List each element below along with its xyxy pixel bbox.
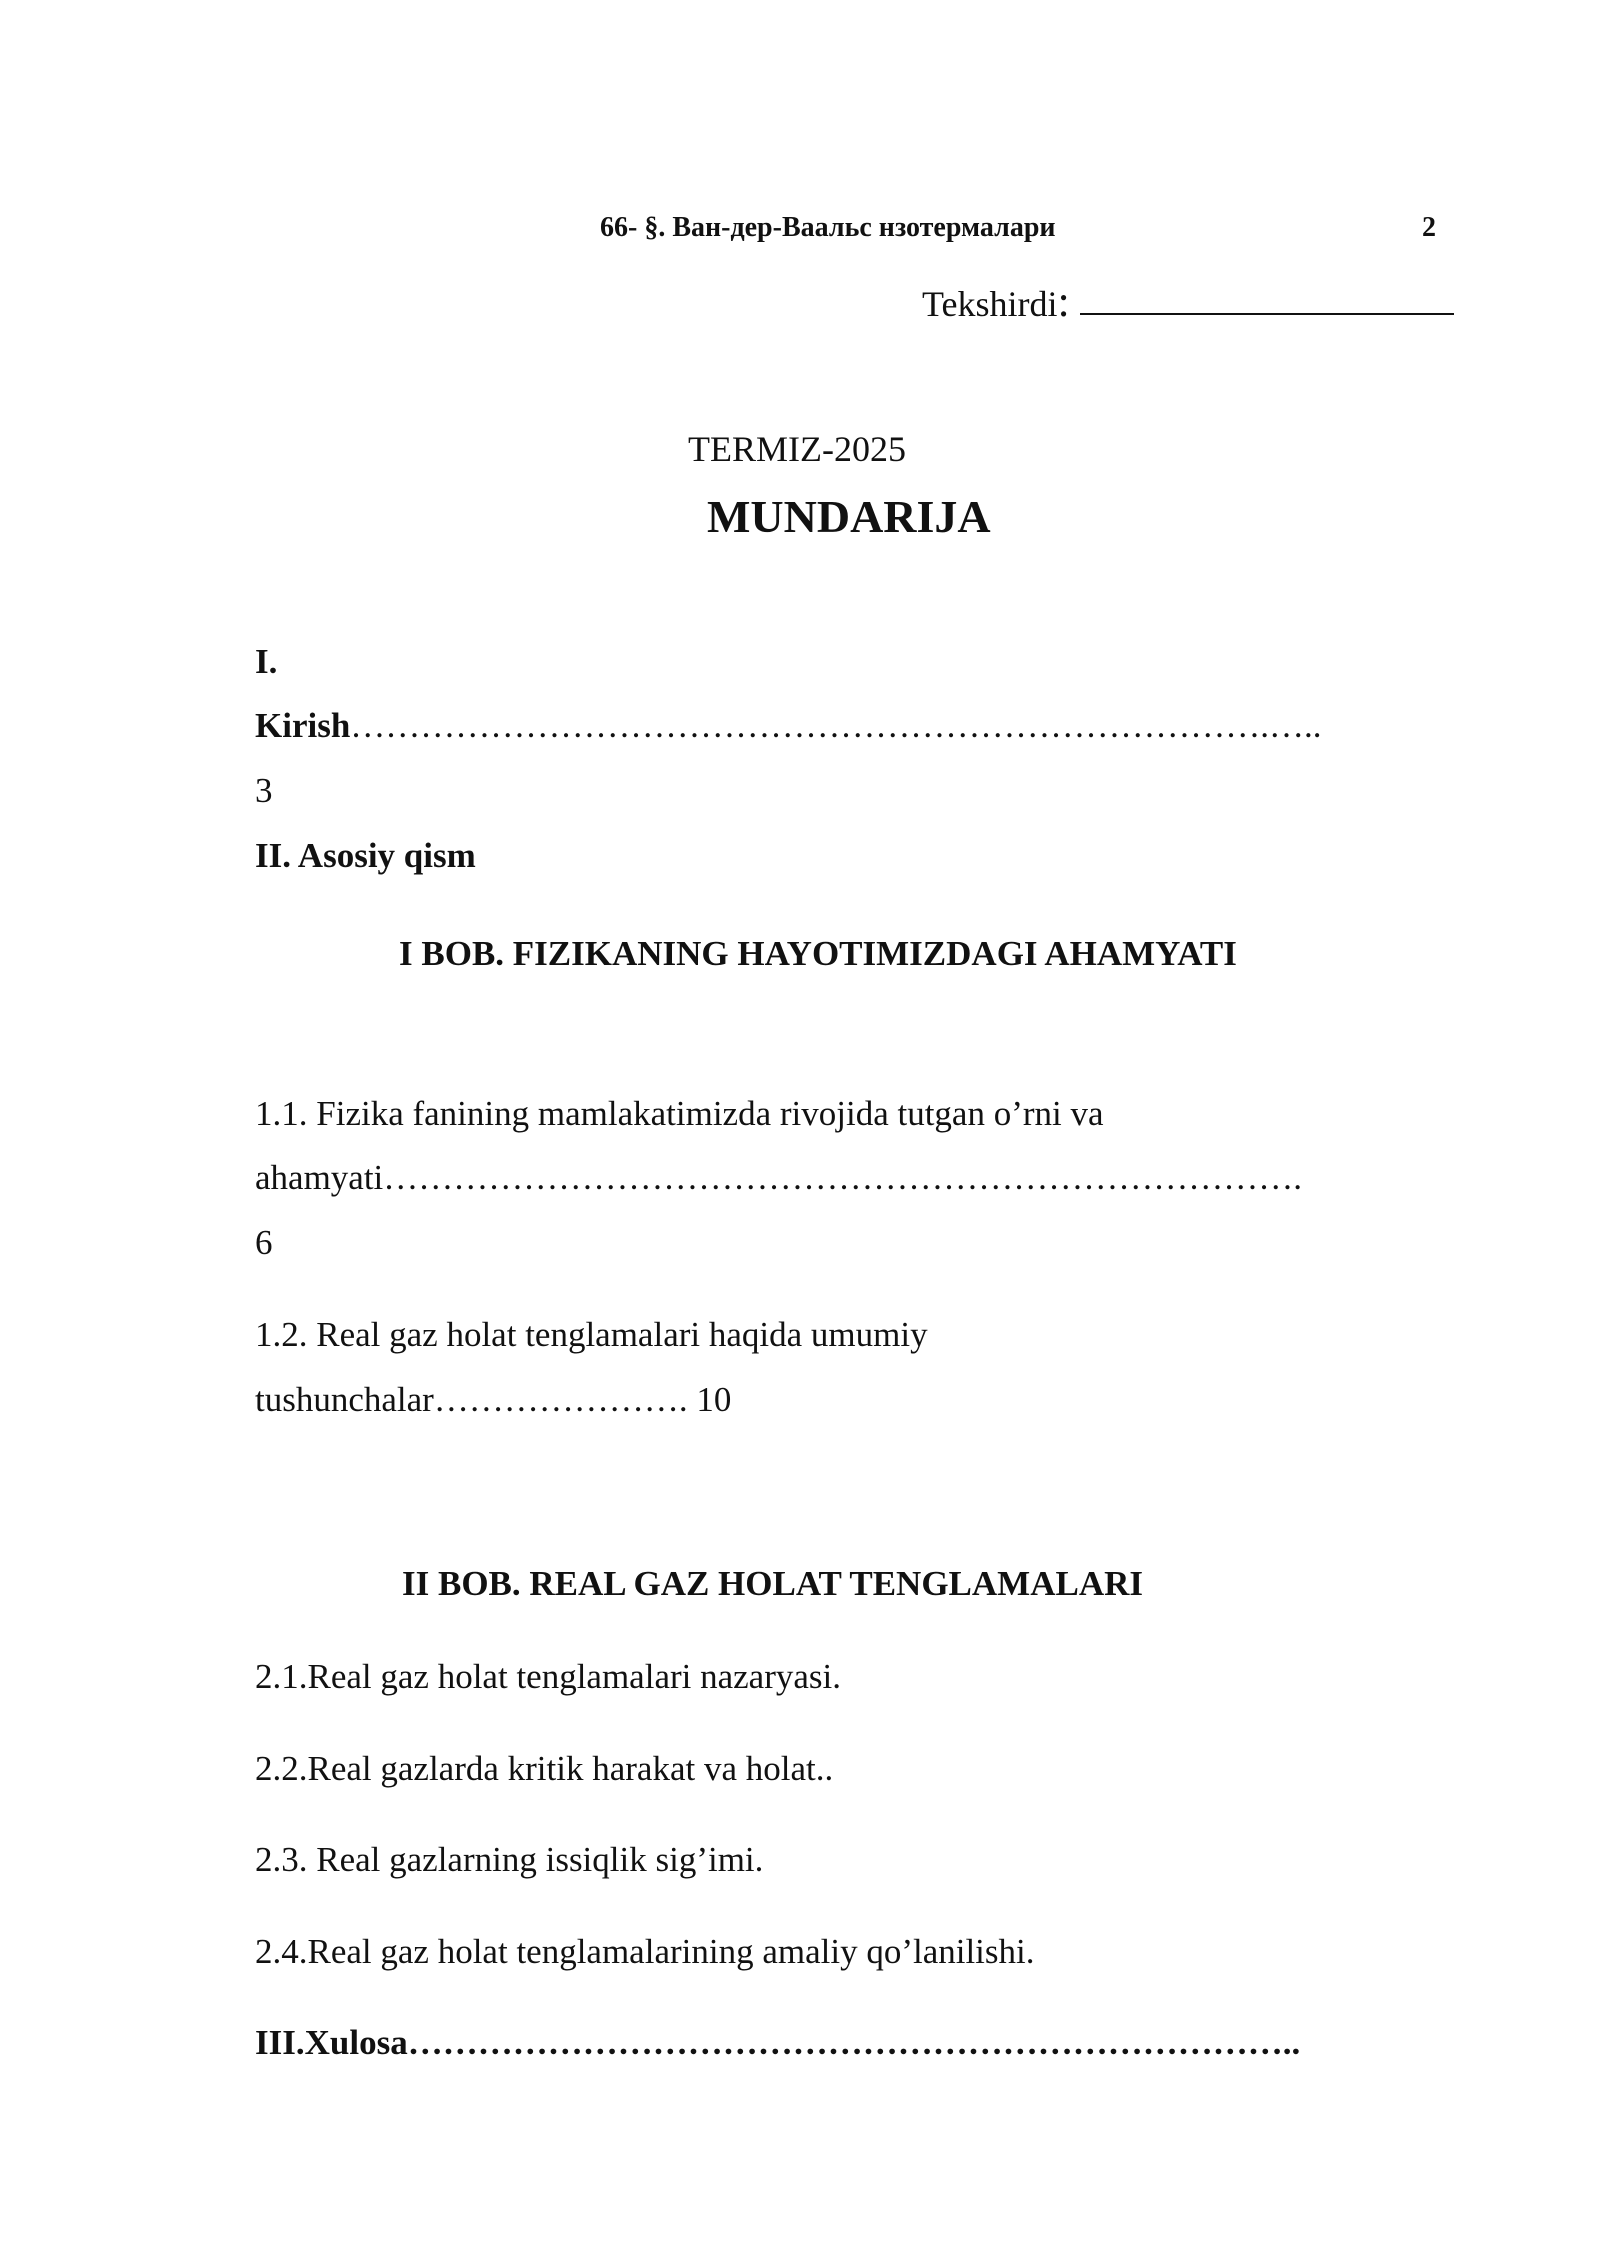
toc-title: MUNDARIJA <box>707 491 991 542</box>
toc-item-1-1-line2: ahamyati……………………………………………………………………. <box>255 1158 1303 1197</box>
toc-item-2-4: 2.4.Real gaz holat tenglamalarining amaliy qo’lanilishi. <box>255 1932 1035 1971</box>
checked-by-text: Tekshirdi <box>922 284 1058 324</box>
signature-line <box>1080 313 1454 315</box>
toc-item-1-2-line2: tushunchalar…………………. 10 <box>255 1380 732 1419</box>
toc-part3-label: III.Xulosa <box>255 2023 408 2062</box>
toc-item-2-2: 2.2.Real gazlarda kritik harakat va holat.. <box>255 1749 834 1788</box>
chapter2-title: II BOB. REAL GAZ HOLAT TENGLAMALARI <box>402 1564 1143 1603</box>
toc-part1-entry <box>255 706 1322 746</box>
toc-part3-entry <box>255 2023 1300 2063</box>
toc-item-1-1-page: 6 <box>255 1223 273 1262</box>
toc-item-2-1: 2.1.Real gaz holat tenglamalari nazaryasi. <box>255 1657 841 1696</box>
checked-by-colon: : <box>1057 277 1070 326</box>
toc-part1-number: I. <box>255 642 278 681</box>
running-header-title: 66- §. Ван-дер-Ваальс нзотермалари <box>600 212 1056 243</box>
toc-part1-label: Kirish <box>255 706 351 745</box>
page-number: 2 <box>1422 212 1436 243</box>
toc-item-1-2-line1: 1.2. Real gaz holat tenglamalari haqida umumiy <box>255 1315 928 1354</box>
chapter1-title: I BOB. FIZIKANING HAYOTIMIZDAGI AHAMYATI <box>399 934 1237 973</box>
city-year: TERMIZ-2025 <box>688 429 906 469</box>
toc-part2-label: II. Asosiy qism <box>255 836 476 875</box>
toc-item-1-1-line1: 1.1. Fizika fanining mamlakatimizda rivojida tutgan o’rni va <box>255 1094 1104 1133</box>
toc-item-2-3: 2.3. Real gazlarning issiqlik sig’imi. <box>255 1840 764 1879</box>
checked-by-label <box>922 277 1070 326</box>
toc-part1-page: 3 <box>255 771 273 810</box>
toc-part1-leader: …………………………………………………………………….….. <box>350 706 1322 745</box>
toc-part3-leader: ………………………………………………………………….. <box>407 2023 1301 2062</box>
